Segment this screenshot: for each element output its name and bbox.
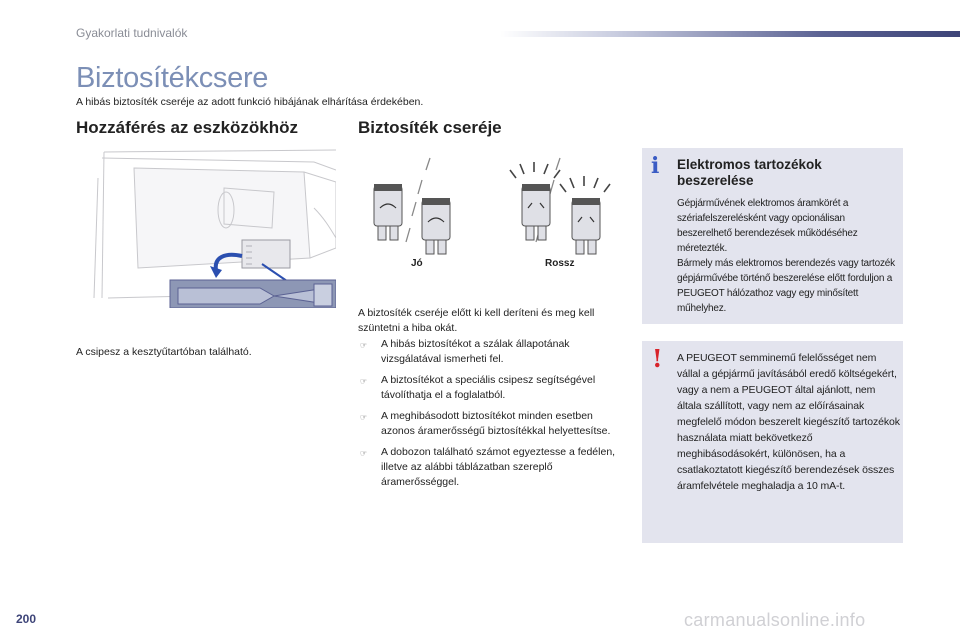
list-item: ☞ A biztosítékot a speciális csipesz segítségével távolíthatja el a foglalatból. bbox=[360, 374, 596, 401]
list-item: ☞ A hibás biztosítékot a szálak állapotának vizsgálatával ismerheti fel. bbox=[360, 338, 570, 365]
warning-body: A PEUGEOT semminemű felelősséget nem vállal a gépjármű javításából eredő költségekért, vagy a nem a PEUGEOT által ajánlott, nem általa szállított, vagy nem az előírásainak megfelelő módon beszerelt kiegészítő tartozékok használata miatt bekövetkező meghibásodásokért, különösen, ha a csatlakoztatott kiegészítő berendezések összes áramfelvétele meghaladja a 10 mA-t. bbox=[677, 352, 900, 492]
pointing-hand-icon: ☞ bbox=[360, 341, 368, 350]
list-item: ☞ A dobozon található számot egyeztesse a fedélen, illetve az alábbi táblázatban szereplő áramerősséggel. bbox=[360, 446, 616, 488]
fuse-replacement-heading: Biztosíték cseréje bbox=[358, 118, 502, 137]
header-gradient-bar bbox=[500, 31, 960, 37]
fuse-intro-text: A biztosíték cseréje előtt ki kell deríteni és meg kell szüntetni a hiba okát. bbox=[358, 307, 595, 334]
page-subtitle: A hibás biztosíték cseréje az adott funkció hibájának elhárítása érdekében. bbox=[76, 96, 424, 108]
fuse-condition-illustration bbox=[360, 156, 620, 268]
pointing-hand-icon: ☞ bbox=[360, 449, 368, 458]
info-body: Gépjárművének elektromos áramkörét a szériafelszerelésként vagy opcionálisan beszerelhető berendezések működéséhez méretezték. Bármely más elektromos berendezés vagy tartozék gépjárművébe történő beszerelése előtt forduljon a PEUGEOT hálózathoz vagy egy minősített műhelyhez. bbox=[677, 198, 895, 314]
page-number: 200 bbox=[16, 612, 37, 626]
pointing-hand-icon: ☞ bbox=[360, 413, 368, 422]
bad-fuse-label: Rossz bbox=[545, 258, 575, 269]
pointing-hand-icon: ☞ bbox=[360, 377, 368, 386]
access-caption: A csipesz a kesztyűtartóban található. bbox=[76, 346, 252, 358]
good-fuse-label: Jó bbox=[411, 258, 423, 269]
glovebox-fuse-illustration bbox=[74, 148, 336, 308]
page-title: Biztosítékcsere bbox=[76, 62, 269, 94]
info-icon: i bbox=[651, 153, 660, 179]
warning-icon: ! bbox=[652, 344, 663, 373]
watermark: carmanualsonline.info bbox=[684, 610, 866, 630]
section-header: Gyakorlati tudnivalók bbox=[76, 26, 188, 40]
fuse-steps-list bbox=[358, 337, 622, 496]
list-item: ☞ A meghibásodott biztosítékot minden esetben azonos áramerősségű biztosítékkal helyettesítse. bbox=[360, 410, 611, 437]
info-title: Elektromos tartozékok beszerelése bbox=[677, 157, 822, 188]
access-heading: Hozzáférés az eszközökhöz bbox=[76, 118, 299, 137]
